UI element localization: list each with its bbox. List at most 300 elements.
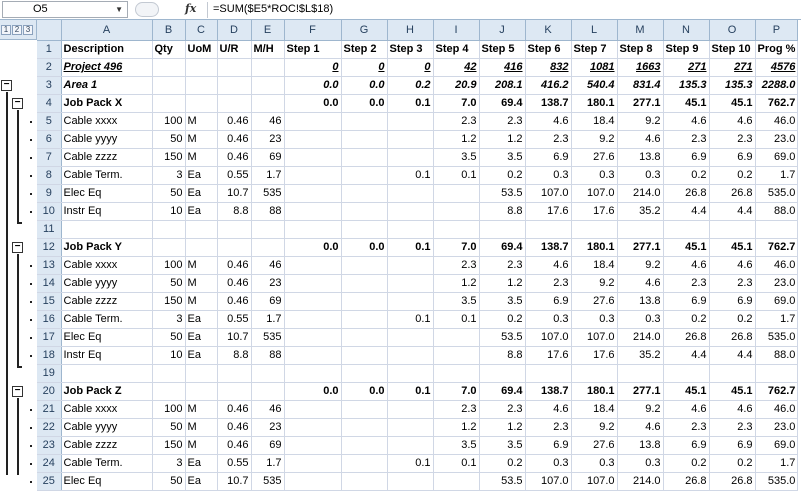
row-header[interactable]: 9 (37, 184, 61, 202)
cell-d16[interactable]: 0.55 (217, 310, 251, 328)
cell-i20[interactable]: 7.0 (433, 382, 479, 400)
cell-f5[interactable] (284, 112, 341, 130)
cell-c18[interactable]: Ea (185, 346, 217, 364)
cell-d5[interactable]: 0.46 (217, 112, 251, 130)
cell-j23[interactable]: 3.5 (479, 436, 525, 454)
cell-c21[interactable]: M (185, 400, 217, 418)
cell-m4[interactable]: 277.1 (617, 94, 663, 112)
cell-f19[interactable] (284, 364, 341, 382)
cell-f3[interactable]: 0.0 (284, 76, 341, 94)
cell-l16[interactable]: 0.3 (571, 310, 617, 328)
cell-e13[interactable]: 46 (251, 256, 284, 274)
cell-g16[interactable] (341, 310, 387, 328)
row-header[interactable]: 19 (37, 364, 61, 382)
cell-o21[interactable]: 4.6 (709, 400, 755, 418)
cell-a13[interactable]: Cable xxxx (61, 256, 152, 274)
cell-d23[interactable]: 0.46 (217, 436, 251, 454)
cell-c11[interactable] (185, 220, 217, 238)
select-all-corner[interactable] (37, 20, 61, 40)
cell-i12[interactable]: 7.0 (433, 238, 479, 256)
cell-o12[interactable]: 45.1 (709, 238, 755, 256)
cell-o22[interactable]: 2.3 (709, 418, 755, 436)
cell-p1[interactable]: Prog % (755, 40, 798, 58)
cell-g25[interactable] (341, 472, 387, 490)
cell-h24[interactable]: 0.1 (387, 454, 433, 472)
cell-j20[interactable]: 69.4 (479, 382, 525, 400)
cell-p11[interactable] (755, 220, 798, 238)
column-header-n[interactable]: N (663, 20, 709, 40)
row-header[interactable]: 5 (37, 112, 61, 130)
cell-m12[interactable]: 277.1 (617, 238, 663, 256)
cell-a1[interactable]: Description (61, 40, 152, 58)
cell-m18[interactable]: 35.2 (617, 346, 663, 364)
cell-p12[interactable]: 762.7 (755, 238, 798, 256)
cell-b18[interactable]: 10 (152, 346, 185, 364)
cell-d18[interactable]: 8.8 (217, 346, 251, 364)
cell-m20[interactable]: 277.1 (617, 382, 663, 400)
formula-bar-splitter[interactable] (135, 2, 159, 17)
cell-l22[interactable]: 9.2 (571, 418, 617, 436)
cell-l12[interactable]: 180.1 (571, 238, 617, 256)
cell-m23[interactable]: 13.8 (617, 436, 663, 454)
cell-j14[interactable]: 1.2 (479, 274, 525, 292)
cell-c23[interactable]: M (185, 436, 217, 454)
cell-n25[interactable]: 26.8 (663, 472, 709, 490)
cell-d4[interactable] (217, 94, 251, 112)
cell-h16[interactable]: 0.1 (387, 310, 433, 328)
cell-c7[interactable]: M (185, 148, 217, 166)
cell-i1[interactable]: Step 4 (433, 40, 479, 58)
cell-k2[interactable]: 832 (525, 58, 571, 76)
cell-h6[interactable] (387, 130, 433, 148)
cell-j15[interactable]: 3.5 (479, 292, 525, 310)
cell-l1[interactable]: Step 7 (571, 40, 617, 58)
row-header[interactable]: 2 (37, 58, 61, 76)
cell-n10[interactable]: 4.4 (663, 202, 709, 220)
cell-f8[interactable] (284, 166, 341, 184)
cell-l25[interactable]: 107.0 (571, 472, 617, 490)
cell-f23[interactable] (284, 436, 341, 454)
cell-d2[interactable] (217, 58, 251, 76)
cell-b11[interactable] (152, 220, 185, 238)
cell-e25[interactable]: 535 (251, 472, 284, 490)
cell-f13[interactable] (284, 256, 341, 274)
cell-o16[interactable]: 0.2 (709, 310, 755, 328)
cell-a25[interactable]: Elec Eq (61, 472, 152, 490)
cell-o15[interactable]: 6.9 (709, 292, 755, 310)
cell-d13[interactable]: 0.46 (217, 256, 251, 274)
cell-c25[interactable]: Ea (185, 472, 217, 490)
cell-i5[interactable]: 2.3 (433, 112, 479, 130)
cell-g17[interactable] (341, 328, 387, 346)
cell-l13[interactable]: 18.4 (571, 256, 617, 274)
cell-b15[interactable]: 150 (152, 292, 185, 310)
cell-c15[interactable]: M (185, 292, 217, 310)
row-header[interactable]: 1 (37, 40, 61, 58)
cell-m8[interactable]: 0.3 (617, 166, 663, 184)
cell-k9[interactable]: 107.0 (525, 184, 571, 202)
cell-d19[interactable] (217, 364, 251, 382)
cell-g15[interactable] (341, 292, 387, 310)
cell-p3[interactable]: 2288.0 (755, 76, 798, 94)
column-header-g[interactable]: G (341, 20, 387, 40)
cell-a4[interactable]: Job Pack X (61, 94, 152, 112)
row-header[interactable]: 3 (37, 76, 61, 94)
row-header[interactable]: 22 (37, 418, 61, 436)
cell-e11[interactable] (251, 220, 284, 238)
cell-h14[interactable] (387, 274, 433, 292)
column-header-o[interactable]: O (709, 20, 755, 40)
cell-n11[interactable] (663, 220, 709, 238)
cell-e22[interactable]: 23 (251, 418, 284, 436)
cell-e24[interactable]: 1.7 (251, 454, 284, 472)
column-header-m[interactable]: M (617, 20, 663, 40)
cell-a6[interactable]: Cable yyyy (61, 130, 152, 148)
cell-m11[interactable] (617, 220, 663, 238)
cell-b21[interactable]: 100 (152, 400, 185, 418)
chevron-down-icon[interactable]: ▼ (115, 5, 123, 14)
cell-j12[interactable]: 69.4 (479, 238, 525, 256)
cell-f12[interactable]: 0.0 (284, 238, 341, 256)
cell-p23[interactable]: 69.0 (755, 436, 798, 454)
cell-p24[interactable]: 1.7 (755, 454, 798, 472)
cell-b10[interactable]: 10 (152, 202, 185, 220)
cell-n1[interactable]: Step 9 (663, 40, 709, 58)
row-header[interactable]: 11 (37, 220, 61, 238)
cell-h2[interactable]: 0 (387, 58, 433, 76)
cell-f6[interactable] (284, 130, 341, 148)
cell-o13[interactable]: 4.6 (709, 256, 755, 274)
cell-g19[interactable] (341, 364, 387, 382)
cell-h19[interactable] (387, 364, 433, 382)
cell-l20[interactable]: 180.1 (571, 382, 617, 400)
cell-p4[interactable]: 762.7 (755, 94, 798, 112)
cell-n4[interactable]: 45.1 (663, 94, 709, 112)
cell-o17[interactable]: 26.8 (709, 328, 755, 346)
row-header[interactable]: 16 (37, 310, 61, 328)
row-header[interactable]: 17 (37, 328, 61, 346)
cell-i8[interactable]: 0.1 (433, 166, 479, 184)
cell-i24[interactable]: 0.1 (433, 454, 479, 472)
cell-k20[interactable]: 138.7 (525, 382, 571, 400)
cell-b1[interactable]: Qty (152, 40, 185, 58)
cell-c12[interactable] (185, 238, 217, 256)
cell-h17[interactable] (387, 328, 433, 346)
cell-p20[interactable]: 762.7 (755, 382, 798, 400)
cell-f10[interactable] (284, 202, 341, 220)
cell-b24[interactable]: 3 (152, 454, 185, 472)
cell-g18[interactable] (341, 346, 387, 364)
cell-c17[interactable]: Ea (185, 328, 217, 346)
cell-p14[interactable]: 23.0 (755, 274, 798, 292)
cell-e18[interactable]: 88 (251, 346, 284, 364)
cell-j9[interactable]: 53.5 (479, 184, 525, 202)
cell-e19[interactable] (251, 364, 284, 382)
cell-a7[interactable]: Cable zzzz (61, 148, 152, 166)
cell-k6[interactable]: 2.3 (525, 130, 571, 148)
cell-a12[interactable]: Job Pack Y (61, 238, 152, 256)
cell-n17[interactable]: 26.8 (663, 328, 709, 346)
cell-i4[interactable]: 7.0 (433, 94, 479, 112)
row-header[interactable]: 6 (37, 130, 61, 148)
cell-e14[interactable]: 23 (251, 274, 284, 292)
cell-a20[interactable]: Job Pack Z (61, 382, 152, 400)
cell-b8[interactable]: 3 (152, 166, 185, 184)
cell-p5[interactable]: 46.0 (755, 112, 798, 130)
cell-o9[interactable]: 26.8 (709, 184, 755, 202)
cell-d25[interactable]: 10.7 (217, 472, 251, 490)
cell-n5[interactable]: 4.6 (663, 112, 709, 130)
cell-o8[interactable]: 0.2 (709, 166, 755, 184)
cell-k23[interactable]: 6.9 (525, 436, 571, 454)
cell-c1[interactable]: UoM (185, 40, 217, 58)
cell-i10[interactable] (433, 202, 479, 220)
column-header-a[interactable]: A (61, 20, 152, 40)
cell-p22[interactable]: 23.0 (755, 418, 798, 436)
cell-d17[interactable]: 10.7 (217, 328, 251, 346)
cell-n23[interactable]: 6.9 (663, 436, 709, 454)
cell-a10[interactable]: Instr Eq (61, 202, 152, 220)
cell-k1[interactable]: Step 6 (525, 40, 571, 58)
cell-k15[interactable]: 6.9 (525, 292, 571, 310)
cell-b25[interactable]: 50 (152, 472, 185, 490)
cell-h11[interactable] (387, 220, 433, 238)
cell-m22[interactable]: 4.6 (617, 418, 663, 436)
cell-f22[interactable] (284, 418, 341, 436)
cell-b19[interactable] (152, 364, 185, 382)
cell-j24[interactable]: 0.2 (479, 454, 525, 472)
column-header-i[interactable]: I (433, 20, 479, 40)
cell-j25[interactable]: 53.5 (479, 472, 525, 490)
cell-h15[interactable] (387, 292, 433, 310)
cell-a16[interactable]: Cable Term. (61, 310, 152, 328)
cell-h23[interactable] (387, 436, 433, 454)
cell-d20[interactable] (217, 382, 251, 400)
cell-m9[interactable]: 214.0 (617, 184, 663, 202)
cell-e20[interactable] (251, 382, 284, 400)
cell-g7[interactable] (341, 148, 387, 166)
cell-d24[interactable]: 0.55 (217, 454, 251, 472)
cell-b20[interactable] (152, 382, 185, 400)
cell-m2[interactable]: 1663 (617, 58, 663, 76)
row-header[interactable]: 15 (37, 292, 61, 310)
cell-o2[interactable]: 271 (709, 58, 755, 76)
cell-n20[interactable]: 45.1 (663, 382, 709, 400)
cell-l15[interactable]: 27.6 (571, 292, 617, 310)
cell-j2[interactable]: 416 (479, 58, 525, 76)
cell-p25[interactable]: 535.0 (755, 472, 798, 490)
cell-b23[interactable]: 150 (152, 436, 185, 454)
cell-e6[interactable]: 23 (251, 130, 284, 148)
column-header-e[interactable]: E (251, 20, 284, 40)
cell-o23[interactable]: 6.9 (709, 436, 755, 454)
cell-g4[interactable]: 0.0 (341, 94, 387, 112)
cell-p2[interactable]: 4576 (755, 58, 798, 76)
cell-c20[interactable] (185, 382, 217, 400)
cell-h10[interactable] (387, 202, 433, 220)
outline-level-2-button[interactable]: 2 (12, 25, 22, 35)
cell-k22[interactable]: 2.3 (525, 418, 571, 436)
cell-h12[interactable]: 0.1 (387, 238, 433, 256)
cell-e23[interactable]: 69 (251, 436, 284, 454)
cell-o3[interactable]: 135.3 (709, 76, 755, 94)
cell-h22[interactable] (387, 418, 433, 436)
column-header-k[interactable]: K (525, 20, 571, 40)
cell-c2[interactable] (185, 58, 217, 76)
cell-a9[interactable]: Elec Eq (61, 184, 152, 202)
cell-k11[interactable] (525, 220, 571, 238)
cell-f17[interactable] (284, 328, 341, 346)
cell-a5[interactable]: Cable xxxx (61, 112, 152, 130)
cell-p21[interactable]: 46.0 (755, 400, 798, 418)
cell-p16[interactable]: 1.7 (755, 310, 798, 328)
cell-p15[interactable]: 69.0 (755, 292, 798, 310)
cell-l5[interactable]: 18.4 (571, 112, 617, 130)
row-header[interactable]: 10 (37, 202, 61, 220)
cell-l2[interactable]: 1081 (571, 58, 617, 76)
cell-n19[interactable] (663, 364, 709, 382)
outline-level-3-button[interactable]: 3 (23, 25, 33, 35)
cell-n8[interactable]: 0.2 (663, 166, 709, 184)
cell-h7[interactable] (387, 148, 433, 166)
cell-n16[interactable]: 0.2 (663, 310, 709, 328)
collapse-group-job-pack-x-button[interactable]: − (12, 98, 23, 109)
cell-f11[interactable] (284, 220, 341, 238)
cell-p10[interactable]: 88.0 (755, 202, 798, 220)
cell-k16[interactable]: 0.3 (525, 310, 571, 328)
cell-h8[interactable]: 0.1 (387, 166, 433, 184)
cell-c14[interactable]: M (185, 274, 217, 292)
cell-j18[interactable]: 8.8 (479, 346, 525, 364)
outline-level-1-button[interactable]: 1 (1, 25, 11, 35)
cell-f2[interactable]: 0 (284, 58, 341, 76)
cell-c13[interactable]: M (185, 256, 217, 274)
cell-l3[interactable]: 540.4 (571, 76, 617, 94)
cell-m5[interactable]: 9.2 (617, 112, 663, 130)
cell-b9[interactable]: 50 (152, 184, 185, 202)
cell-l21[interactable]: 18.4 (571, 400, 617, 418)
cell-p6[interactable]: 23.0 (755, 130, 798, 148)
cell-i18[interactable] (433, 346, 479, 364)
cell-g9[interactable] (341, 184, 387, 202)
cell-k19[interactable] (525, 364, 571, 382)
cell-k13[interactable]: 4.6 (525, 256, 571, 274)
row-header[interactable]: 25 (37, 472, 61, 490)
cell-o25[interactable]: 26.8 (709, 472, 755, 490)
cell-f15[interactable] (284, 292, 341, 310)
cell-n21[interactable]: 4.6 (663, 400, 709, 418)
cell-j21[interactable]: 2.3 (479, 400, 525, 418)
cell-j13[interactable]: 2.3 (479, 256, 525, 274)
cell-k12[interactable]: 138.7 (525, 238, 571, 256)
cell-n18[interactable]: 4.4 (663, 346, 709, 364)
cell-m24[interactable]: 0.3 (617, 454, 663, 472)
cell-l4[interactable]: 180.1 (571, 94, 617, 112)
cell-n15[interactable]: 6.9 (663, 292, 709, 310)
name-box[interactable] (2, 1, 128, 18)
cell-h9[interactable] (387, 184, 433, 202)
cell-l18[interactable]: 17.6 (571, 346, 617, 364)
cell-d12[interactable] (217, 238, 251, 256)
cell-k8[interactable]: 0.3 (525, 166, 571, 184)
cell-o6[interactable]: 2.3 (709, 130, 755, 148)
row-header[interactable]: 14 (37, 274, 61, 292)
cell-e5[interactable]: 46 (251, 112, 284, 130)
cell-a23[interactable]: Cable zzzz (61, 436, 152, 454)
cell-n2[interactable]: 271 (663, 58, 709, 76)
cell-m10[interactable]: 35.2 (617, 202, 663, 220)
cell-k3[interactable]: 416.2 (525, 76, 571, 94)
cell-k5[interactable]: 4.6 (525, 112, 571, 130)
cell-i17[interactable] (433, 328, 479, 346)
cell-o7[interactable]: 6.9 (709, 148, 755, 166)
cell-j11[interactable] (479, 220, 525, 238)
cell-n7[interactable]: 6.9 (663, 148, 709, 166)
cell-j6[interactable]: 1.2 (479, 130, 525, 148)
cell-d15[interactable]: 0.46 (217, 292, 251, 310)
row-header[interactable]: 13 (37, 256, 61, 274)
cell-m21[interactable]: 9.2 (617, 400, 663, 418)
cell-k25[interactable]: 107.0 (525, 472, 571, 490)
cell-f14[interactable] (284, 274, 341, 292)
cell-g20[interactable]: 0.0 (341, 382, 387, 400)
cell-g14[interactable] (341, 274, 387, 292)
cell-f25[interactable] (284, 472, 341, 490)
cell-i9[interactable] (433, 184, 479, 202)
cell-o5[interactable]: 4.6 (709, 112, 755, 130)
cell-m16[interactable]: 0.3 (617, 310, 663, 328)
cell-n12[interactable]: 45.1 (663, 238, 709, 256)
row-header[interactable]: 4 (37, 94, 61, 112)
cell-e17[interactable]: 535 (251, 328, 284, 346)
cell-m7[interactable]: 13.8 (617, 148, 663, 166)
cell-j4[interactable]: 69.4 (479, 94, 525, 112)
cell-n24[interactable]: 0.2 (663, 454, 709, 472)
cell-b22[interactable]: 50 (152, 418, 185, 436)
cell-h20[interactable]: 0.1 (387, 382, 433, 400)
cell-o19[interactable] (709, 364, 755, 382)
cell-b7[interactable]: 150 (152, 148, 185, 166)
cell-h4[interactable]: 0.1 (387, 94, 433, 112)
cell-n3[interactable]: 135.3 (663, 76, 709, 94)
cell-k4[interactable]: 138.7 (525, 94, 571, 112)
cell-e21[interactable]: 46 (251, 400, 284, 418)
cell-i21[interactable]: 2.3 (433, 400, 479, 418)
cell-m17[interactable]: 214.0 (617, 328, 663, 346)
cell-j3[interactable]: 208.1 (479, 76, 525, 94)
cell-c3[interactable] (185, 76, 217, 94)
cell-b2[interactable] (152, 58, 185, 76)
cell-d1[interactable]: U/R (217, 40, 251, 58)
cell-m1[interactable]: Step 8 (617, 40, 663, 58)
cell-o14[interactable]: 2.3 (709, 274, 755, 292)
column-header-p[interactable]: P (755, 20, 798, 40)
cell-c22[interactable]: M (185, 418, 217, 436)
cell-a21[interactable]: Cable xxxx (61, 400, 152, 418)
cell-l17[interactable]: 107.0 (571, 328, 617, 346)
cell-l11[interactable] (571, 220, 617, 238)
cell-o18[interactable]: 4.4 (709, 346, 755, 364)
cell-o4[interactable]: 45.1 (709, 94, 755, 112)
cell-h21[interactable] (387, 400, 433, 418)
cell-e16[interactable]: 1.7 (251, 310, 284, 328)
cell-a18[interactable]: Instr Eq (61, 346, 152, 364)
cell-c8[interactable]: Ea (185, 166, 217, 184)
cell-l23[interactable]: 27.6 (571, 436, 617, 454)
cell-j1[interactable]: Step 5 (479, 40, 525, 58)
cell-c16[interactable]: Ea (185, 310, 217, 328)
cell-a22[interactable]: Cable yyyy (61, 418, 152, 436)
